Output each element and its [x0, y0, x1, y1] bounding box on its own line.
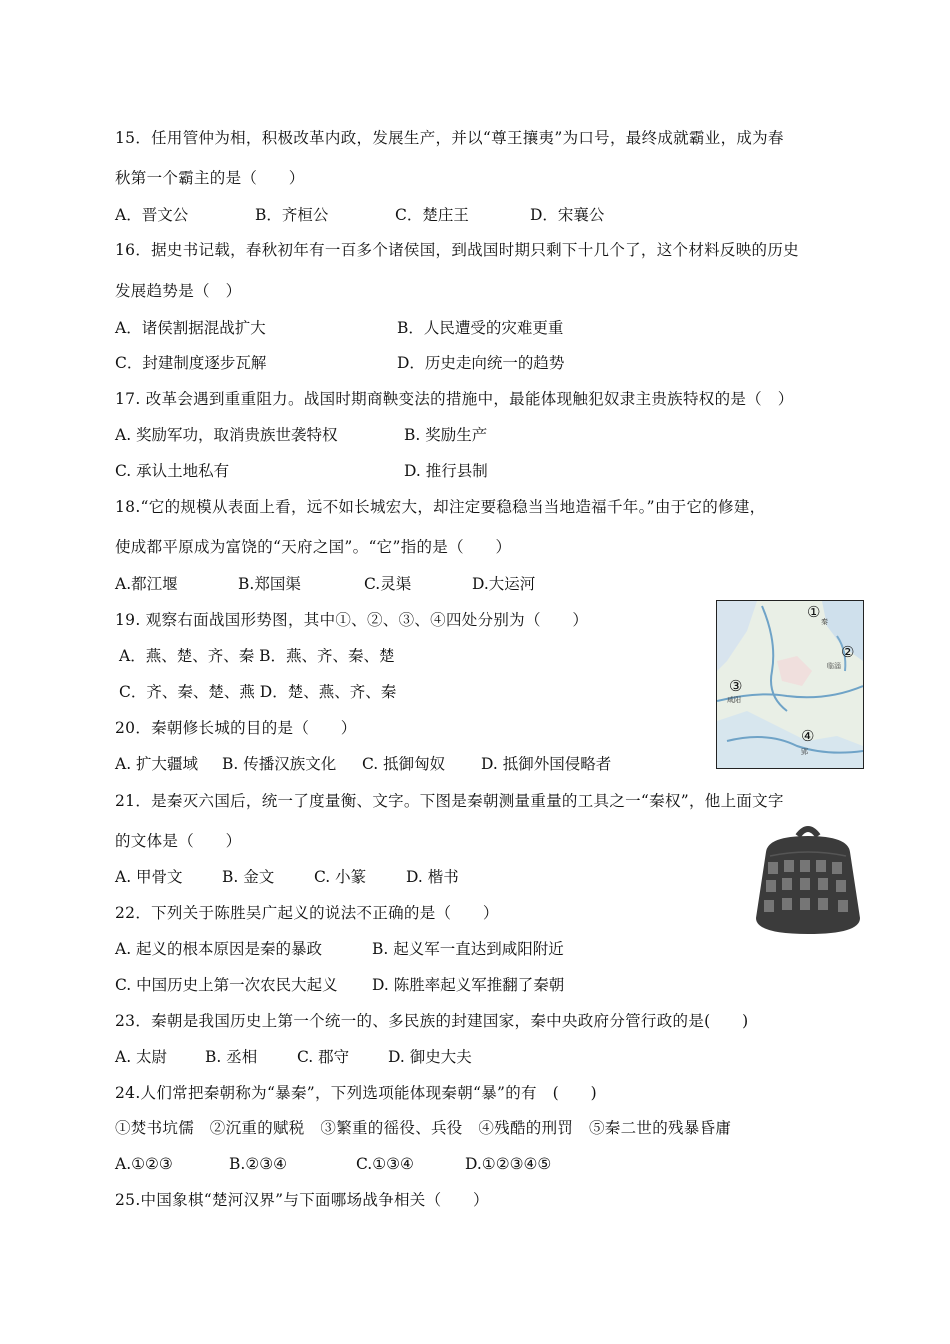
q20-option-b: B. 传播汉族文化: [222, 755, 337, 773]
q19-options-cd: C．齐、秦、楚、燕 D．楚、燕、齐、秦: [119, 683, 397, 701]
q22-option-c: C. 中国历史上第一次农民大起义: [115, 976, 338, 994]
q24-option-b: B.②③④: [229, 1155, 288, 1173]
q16-stem-line2: 发展趋势是（ ）: [115, 282, 242, 300]
q21-option-c: C. 小篆: [314, 868, 367, 886]
q21-option-b: B. 金文: [222, 868, 275, 886]
map-label-qin: 秦: [821, 618, 828, 626]
map-label-1: ①: [807, 603, 821, 621]
q17-option-d: D. 推行县制: [404, 462, 488, 480]
q20-option-d: D. 抵御外国侵略者: [481, 755, 612, 773]
q18-stem-line2: 使成都平原成为富饶的“天府之国”。“它”指的是（ ）: [115, 538, 512, 556]
q20-option-a: A. 扩大疆域: [115, 755, 199, 773]
q15-option-d: D．宋襄公: [530, 206, 605, 224]
q15-option-a: A．晋文公: [115, 206, 189, 224]
q17-option-b: B. 奖励生产: [404, 426, 488, 444]
q23-option-a: A. 太尉: [115, 1048, 168, 1066]
map-label-3: ③: [729, 677, 743, 695]
q21-stem-line1: 21．是秦灭六国后，统一了度量衡、文字。下图是秦朝测量重量的工具之一“秦权”，他上面文字: [115, 792, 784, 810]
q23-option-b: B. 丞相: [205, 1048, 258, 1066]
q17-option-a: A. 奖励军功，取消贵族世袭特权: [115, 426, 338, 444]
map-label-linzi: 临淄: [827, 662, 841, 670]
q21-stem-line2: 的文体是（ ）: [115, 832, 242, 850]
q20-stem: 20．秦朝修长城的目的是（ ）: [115, 719, 357, 737]
q22-stem: 22．下列关于陈胜吴广起义的说法不正确的是（ ）: [115, 904, 499, 922]
q18-stem-line1: 18.“它的规模从表面上看，远不如长城宏大，却注定要稳稳当当地造福千年。”由于它的修建，: [115, 498, 766, 516]
q19-stem: 19. 观察右面战国形势图，其中①、②、③、④四处分别为（ ）: [115, 611, 589, 629]
q25-stem: 25.中国象棋“楚河汉界”与下面哪场战争相关（ ）: [115, 1191, 489, 1209]
q22-option-b: B. 起义军一直达到咸阳附近: [372, 940, 564, 958]
q23-option-d: D. 御史大夫: [388, 1048, 472, 1066]
warring-states-map: [716, 600, 864, 769]
q16-option-c: C．封建制度逐步瓦解: [115, 354, 267, 372]
q23-option-c: C. 郡守: [297, 1048, 350, 1066]
q24-option-a: A.①②③: [115, 1155, 173, 1173]
map-label-xianyang: 咸阳: [727, 696, 741, 704]
qin-weight-image: [748, 822, 868, 936]
q21-option-d: D. 楷书: [406, 868, 459, 886]
q15-option-b: B．齐桓公: [255, 206, 329, 224]
q24-stem: 24.人们常把秦朝称为“暴秦”，下列选项能体现秦朝“暴”的有 ( ): [115, 1084, 597, 1102]
q18-option-b: B.郑国渠: [238, 575, 301, 593]
q24-option-c: C.①③④: [356, 1155, 414, 1173]
map-label-2: ②: [841, 643, 855, 661]
q15-stem-line1: 15．任用管仲为相，积极改革内政，发展生产，并以“尊王攘夷”为口号，最终成就霸业，成为春: [115, 129, 784, 147]
q22-option-d: D. 陈胜率起义军推翻了秦朝: [372, 976, 565, 994]
q15-option-c: C．楚庄王: [395, 206, 469, 224]
q18-option-c: C.灵渠: [364, 575, 412, 593]
qin-weight-drawing: [748, 822, 868, 936]
q23-stem: 23．秦朝是我国历史上第一个统一的、多民族的封建国家，秦中央政府分管行政的是( ): [115, 1012, 749, 1030]
q16-option-b: B．人民遭受的灾难更重: [397, 319, 564, 337]
q22-option-a: A. 起义的根本原因是秦的暴政: [115, 940, 323, 958]
q20-option-c: C. 抵御匈奴: [362, 755, 446, 773]
q18-option-d: D.大运河: [472, 575, 536, 593]
q15-stem-line2: 秋第一个霸主的是（ ）: [115, 169, 305, 187]
q19-options-ab: A．燕、楚、齐、秦 B．燕、齐、秦、楚: [119, 647, 395, 665]
map-label-4: ④: [801, 727, 815, 745]
q16-option-d: D．历史走向统一的趋势: [397, 354, 565, 372]
q24-items: ①焚书坑儒 ②沉重的赋税 ③繁重的徭役、兵役 ④残酷的刑罚 ⑤秦二世的残暴昏庸: [115, 1119, 732, 1137]
map-label-ying: 郢: [801, 748, 808, 756]
q21-option-a: A. 甲骨文: [115, 868, 183, 886]
q17-stem: 17. 改革会遇到重重阻力。战国时期商鞅变法的措施中，最能体现触犯奴隶主贵族特权的是（ ）: [115, 390, 794, 408]
q24-option-d: D.①②③④⑤: [465, 1155, 552, 1173]
q17-option-c: C. 承认土地私有: [115, 462, 230, 480]
q16-option-a: A．诸侯割据混战扩大: [115, 319, 266, 337]
q16-stem-line1: 16．据史书记载，春秋初年有一百多个诸侯国，到战国时期只剩下十几个了，这个材料反映的历史: [115, 241, 799, 259]
q18-option-a: A.都江堰: [115, 575, 178, 593]
